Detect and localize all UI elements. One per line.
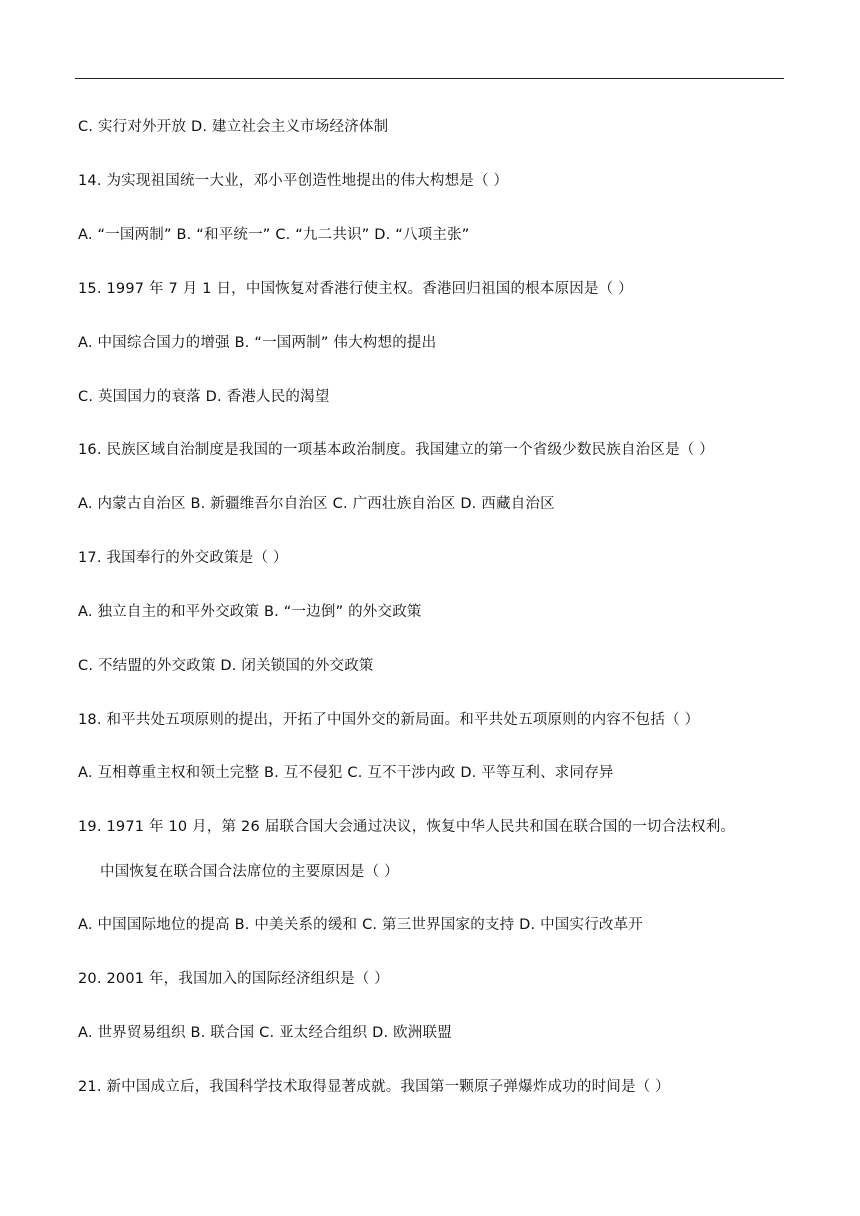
options-16: A. 内蒙古自治区 B. 新疆维吾尔自治区 C. 广西壮族自治区 D. 西藏自治区 [78,496,555,512]
options-17-cd: C. 不结盟的外交政策 D. 闭关锁国的外交政策 [78,658,374,674]
options-15-ab: A. 中国综合国力的增强 B. “一国两制” 伟大构想的提出 [78,335,437,351]
options-17-ab: A. 独立自主的和平外交政策 B. “一边倒” 的外交政策 [78,604,422,620]
question-15: 15. 1997 年 7 月 1 日，中国恢复对香港行使主权。香港回归祖国的根本原因是（ ） [78,281,633,297]
question-17: 17. 我国奉行的外交政策是（ ） [78,550,288,566]
options-14: A. “一国两制” B. “和平统一” C. “九二共识” D. “八项主张” [78,227,470,243]
header-rule [75,78,784,79]
options-19: A. 中国国际地位的提高 B. 中美关系的缓和 C. 第三世界国家的支持 D. 中国实行改革开 [78,917,643,933]
question-19-continued: 中国恢复在联合国合法席位的主要原因是（ ） [100,864,399,880]
question-21: 21. 新中国成立后，我国科学技术取得显著成就。我国第一颗原子弹爆炸成功的时间是（ ） [78,1079,670,1095]
question-19: 19. 1971 年 10 月，第 26 届联合国大会通过决议，恢复中华人民共和国在联合国的一切合法权利。 [78,819,736,835]
question-20: 20. 2001 年，我国加入的国际经济组织是（ ） [78,971,389,987]
options-15-cd: C. 英国国力的衰落 D. 香港人民的渴望 [78,389,330,405]
question-16: 16. 民族区域自治制度是我国的一项基本政治制度。我国建立的第一个省级少数民族自治区是（ ） [78,442,714,458]
question-18: 18. 和平共处五项原则的提出，开拓了中国外交的新局面。和平共处五项原则的内容不包括（ ） [78,712,700,728]
question-14: 14. 为实现祖国统一大业，邓小平创造性地提出的伟大构想是（ ） [78,173,509,189]
options-18: A. 互相尊重主权和领土完整 B. 互不侵犯 C. 互不干涉内政 D. 平等互利、求同存异 [78,765,614,781]
option-line-13-cd: C. 实行对外开放 D. 建立社会主义市场经济体制 [78,119,389,135]
options-20: A. 世界贸易组织 B. 联合国 C. 亚太经合组织 D. 欧洲联盟 [78,1025,452,1041]
